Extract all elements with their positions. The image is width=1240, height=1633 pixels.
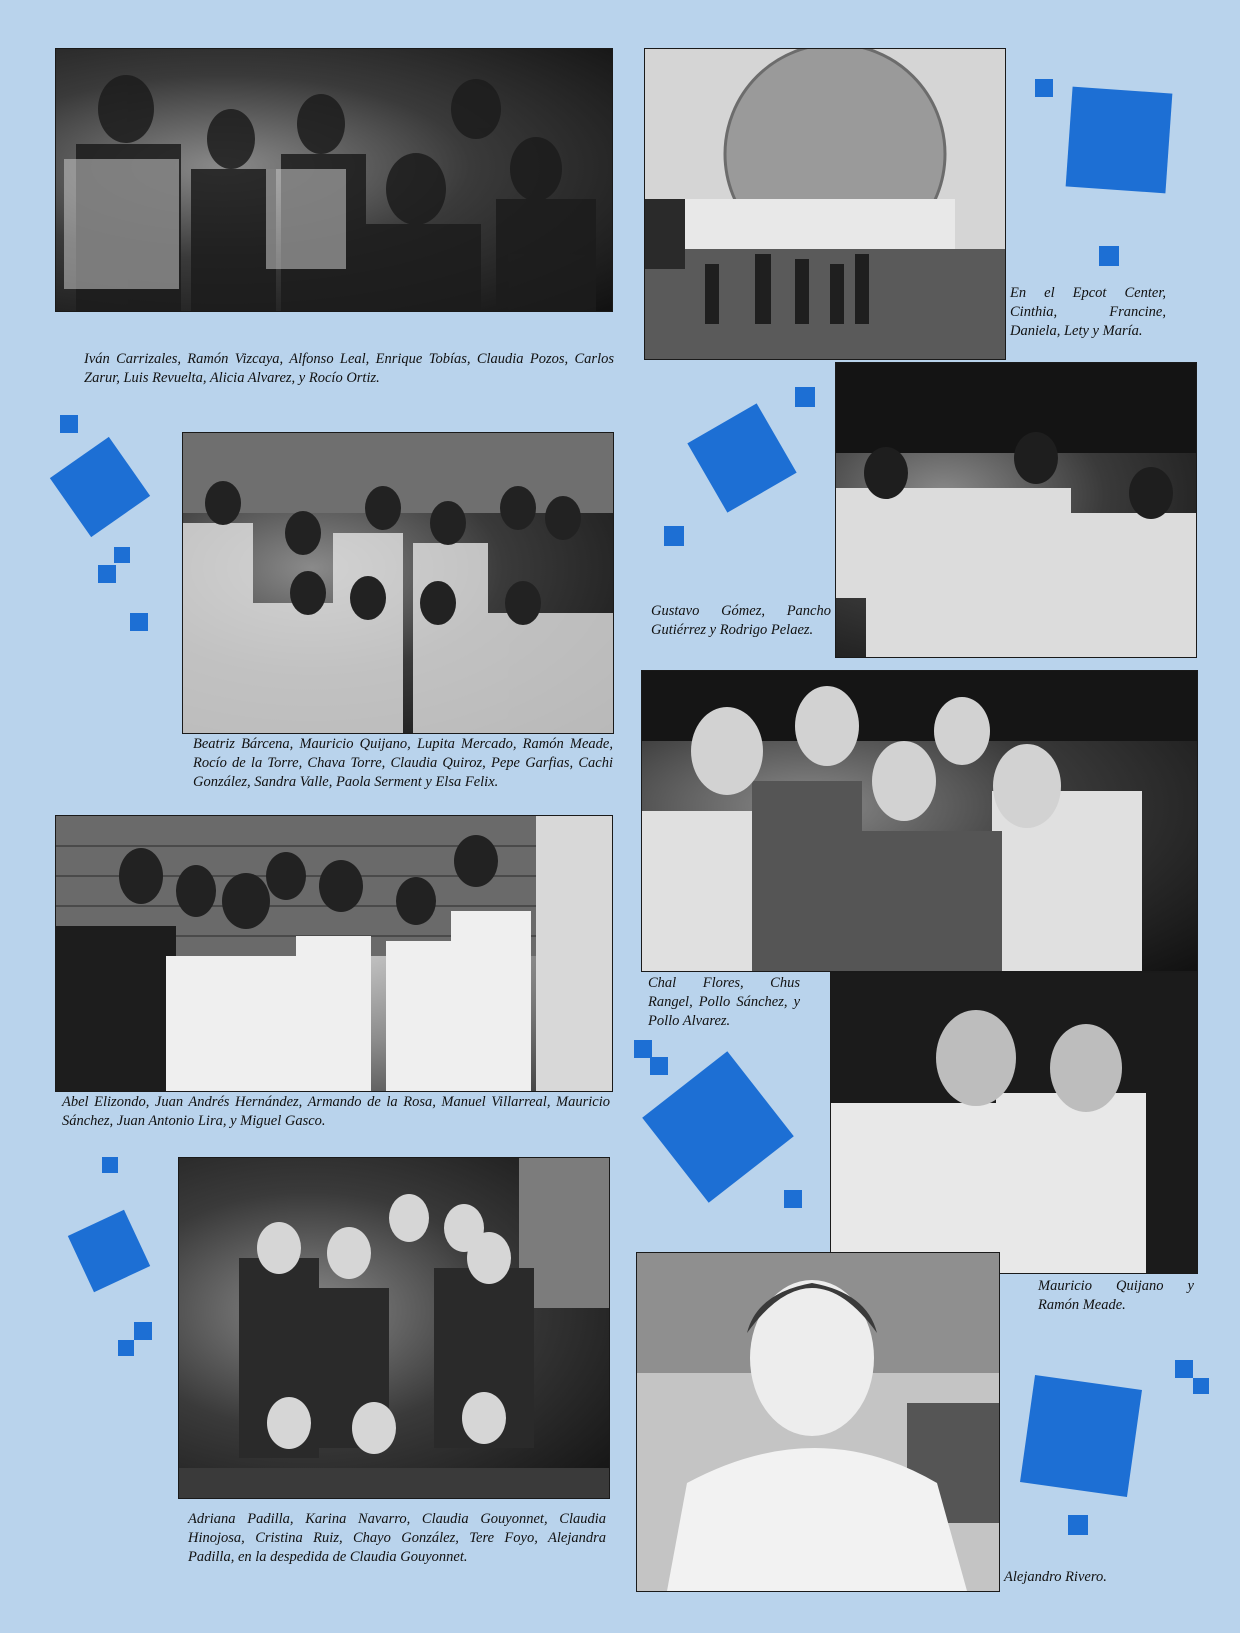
photo-four-friends	[641, 670, 1198, 972]
caption-farewell-girls: Adriana Padilla, Karina Navarro, Claudia Gouyonnet, Claudia Hinojosa, Cristina Ruiz, Chayo González, Tere Foyo, Alejandra Padilla, en la despedida de Claudia Gouyonnet.	[188, 1511, 606, 1565]
decorative-square	[118, 1340, 134, 1356]
decorative-square	[50, 437, 150, 537]
photo-farewell-girls	[178, 1157, 610, 1499]
decorative-square	[784, 1190, 802, 1208]
decorative-square	[114, 547, 130, 563]
caption-group-top-left: Iván Carrizales, Ramón Vizcaya, Alfonso Leal, Enrique Tobías, Claudia Pozos, Carlos Zarur, Luis Revuelta, Alicia Alvarez, y Rocío Ortiz.	[84, 351, 614, 386]
caption-four-friends: Chal Flores, Chus Rangel, Pollo Sánchez, y Pollo Alvarez.	[648, 975, 800, 1029]
decorative-square	[1099, 246, 1119, 266]
decorative-square	[1020, 1375, 1142, 1497]
decorative-square	[60, 415, 78, 433]
decorative-square	[130, 613, 148, 631]
caption-group-middle-left: Beatriz Bárcena, Mauricio Quijano, Lupita Mercado, Ramón Meade, Rocío de la Torre, Chava Torre, Claudia Quiroz, Pepe Garfias, Cachi González, Sandra Valle, Paola Serment y Elsa Felix.	[193, 736, 613, 790]
decorative-square	[134, 1322, 152, 1340]
caption-portrait: Alejandro Rivero.	[1004, 1569, 1107, 1585]
caption-group-boys: Abel Elizondo, Juan Andrés Hernández, Armando de la Rosa, Manuel Villarreal, Mauricio Sánchez, Juan Antonio Lira, y Miguel Gasco.	[62, 1094, 610, 1129]
photo-epcot-center	[644, 48, 1006, 360]
decorative-square	[795, 387, 815, 407]
photo-group-boys	[55, 815, 613, 1092]
photo-dinner-table	[835, 362, 1197, 658]
decorative-square	[1175, 1360, 1193, 1378]
decorative-square	[1193, 1378, 1209, 1394]
decorative-square	[664, 526, 684, 546]
decorative-square	[1068, 1515, 1088, 1535]
decorative-square	[1066, 87, 1173, 194]
caption-pair: Mauricio Quijano y Ramón Meade.	[1038, 1278, 1194, 1313]
photo-pair	[830, 972, 1198, 1274]
decorative-square	[650, 1057, 668, 1075]
photo-group-middle-left	[182, 432, 614, 734]
caption-epcot: En el Epcot Center, Cinthia, Francine, Daniela, Lety y María.	[1010, 285, 1166, 339]
decorative-square	[1035, 79, 1053, 97]
photo-group-top-left	[55, 48, 613, 312]
decorative-square	[687, 403, 796, 512]
decorative-square	[634, 1040, 652, 1058]
photo-portrait	[636, 1252, 1000, 1592]
caption-dinner: Gustavo Gómez, Pancho Gutiérrez y Rodrigo Pelaez.	[651, 603, 831, 638]
decorative-square	[68, 1210, 150, 1292]
decorative-square	[102, 1157, 118, 1173]
decorative-square	[98, 565, 116, 583]
